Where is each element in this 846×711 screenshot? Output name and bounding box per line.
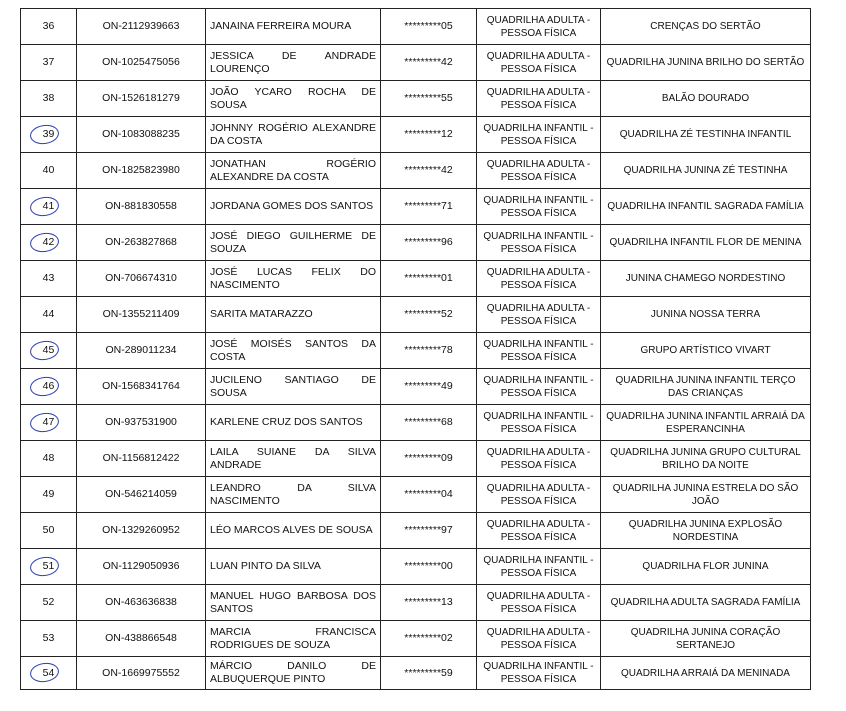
participant-name-cell: JOSÉ DIEGO GUILHERME DE SOUZA bbox=[206, 225, 381, 261]
category-cell: QUADRILHA INFANTIL - PESSOA FÍSICA bbox=[477, 549, 601, 585]
category-cell: QUADRILHA ADULTA - PESSOA FÍSICA bbox=[477, 621, 601, 657]
row-number-cell bbox=[21, 189, 77, 225]
row-number-cell bbox=[21, 549, 77, 585]
registration-code-cell: ON-1526181279 bbox=[77, 81, 206, 117]
row-number-cell bbox=[21, 477, 77, 513]
row-number: 46 bbox=[42, 380, 55, 392]
row-number: 48 bbox=[42, 452, 55, 464]
category-cell: QUADRILHA ADULTA - PESSOA FÍSICA bbox=[477, 81, 601, 117]
participant-name-cell: LUAN PINTO DA SILVA bbox=[206, 549, 381, 585]
category-cell: QUADRILHA INFANTIL - PESSOA FÍSICA bbox=[477, 369, 601, 405]
masked-cpf-cell: *********71 bbox=[381, 189, 477, 225]
registration-code-cell: ON-546214059 bbox=[77, 477, 206, 513]
registration-code-cell: ON-1156812422 bbox=[77, 441, 206, 477]
row-number-cell bbox=[21, 297, 77, 333]
masked-cpf-cell: *********78 bbox=[381, 333, 477, 369]
table-row bbox=[21, 513, 811, 549]
table-row bbox=[21, 441, 811, 477]
participant-name-cell: JESSICA DE ANDRADE LOURENÇO bbox=[206, 45, 381, 81]
category-cell: QUADRILHA ADULTA - PESSOA FÍSICA bbox=[477, 441, 601, 477]
table-row bbox=[21, 297, 811, 333]
masked-cpf-cell: *********96 bbox=[381, 225, 477, 261]
masked-cpf-cell: *********02 bbox=[381, 621, 477, 657]
row-number-cell bbox=[21, 225, 77, 261]
row-number-cell bbox=[21, 405, 77, 441]
row-number-cell bbox=[21, 117, 77, 153]
group-name-cell: QUADRILHA JUNINA BRILHO DO SERTÃO bbox=[601, 45, 811, 81]
category-cell: QUADRILHA ADULTA - PESSOA FÍSICA bbox=[477, 45, 601, 81]
row-number-cell bbox=[21, 261, 77, 297]
table-row bbox=[21, 369, 811, 405]
participant-name-cell: JOSÉ LUCAS FELIX DO NASCIMENTO bbox=[206, 261, 381, 297]
row-number-cell bbox=[21, 369, 77, 405]
participant-name-cell: JOÃO YCARO ROCHA DE SOUSA bbox=[206, 81, 381, 117]
table-body bbox=[21, 9, 811, 690]
group-name-cell: QUADRILHA JUNINA ZÉ TESTINHA bbox=[601, 153, 811, 189]
group-name-cell: QUADRILHA INFANTIL FLOR DE MENINA bbox=[601, 225, 811, 261]
participant-name-cell: JOSÉ MOISÉS SANTOS DA COSTA bbox=[206, 333, 381, 369]
registration-code-cell: ON-1329260952 bbox=[77, 513, 206, 549]
row-number: 37 bbox=[42, 56, 55, 68]
registration-code-cell: ON-463636838 bbox=[77, 585, 206, 621]
masked-cpf-cell: *********68 bbox=[381, 405, 477, 441]
table-row bbox=[21, 405, 811, 441]
table-row bbox=[21, 9, 811, 45]
row-number: 44 bbox=[42, 308, 55, 320]
row-number: 49 bbox=[42, 488, 55, 500]
registration-code-cell: ON-438866548 bbox=[77, 621, 206, 657]
row-number-cell bbox=[21, 441, 77, 477]
row-number: 53 bbox=[42, 632, 55, 644]
category-cell: QUADRILHA ADULTA - PESSOA FÍSICA bbox=[477, 477, 601, 513]
category-cell: QUADRILHA ADULTA - PESSOA FÍSICA bbox=[477, 153, 601, 189]
row-number-cell bbox=[21, 621, 77, 657]
registration-code-cell: ON-937531900 bbox=[77, 405, 206, 441]
table-row bbox=[21, 81, 811, 117]
category-cell: QUADRILHA INFANTIL - PESSOA FÍSICA bbox=[477, 333, 601, 369]
table-row bbox=[21, 225, 811, 261]
group-name-cell: QUADRILHA FLOR JUNINA bbox=[601, 549, 811, 585]
participant-name-cell: JONATHAN ROGÉRIO ALEXANDRE DA COSTA bbox=[206, 153, 381, 189]
registration-code-cell: ON-263827868 bbox=[77, 225, 206, 261]
row-number: 36 bbox=[42, 20, 55, 32]
table-row bbox=[21, 621, 811, 657]
group-name-cell: CRENÇAS DO SERTÃO bbox=[601, 9, 811, 45]
registration-code-cell: ON-1669975552 bbox=[77, 657, 206, 690]
row-number: 42 bbox=[42, 236, 55, 248]
group-name-cell: QUADRILHA JUNINA EXPLOSÃO NORDESTINA bbox=[601, 513, 811, 549]
masked-cpf-cell: *********49 bbox=[381, 369, 477, 405]
registration-code-cell: ON-1083088235 bbox=[77, 117, 206, 153]
row-number: 54 bbox=[42, 666, 55, 679]
row-number-cell bbox=[21, 333, 77, 369]
row-number-cell bbox=[21, 657, 77, 690]
group-name-cell: QUADRILHA INFANTIL SAGRADA FAMÍLIA bbox=[601, 189, 811, 225]
table-row bbox=[21, 477, 811, 513]
participant-name-cell: JANAINA FERREIRA MOURA bbox=[206, 9, 381, 45]
table-row bbox=[21, 585, 811, 621]
category-cell: QUADRILHA INFANTIL - PESSOA FÍSICA bbox=[477, 405, 601, 441]
participant-name-cell: KARLENE CRUZ DOS SANTOS bbox=[206, 405, 381, 441]
table-row bbox=[21, 333, 811, 369]
group-name-cell: QUADRILHA ADULTA SAGRADA FAMÍLIA bbox=[601, 585, 811, 621]
table-row bbox=[21, 189, 811, 225]
row-number-cell bbox=[21, 153, 77, 189]
registration-code-cell: ON-1355211409 bbox=[77, 297, 206, 333]
table-row bbox=[21, 153, 811, 189]
row-number: 45 bbox=[42, 344, 55, 356]
row-number: 50 bbox=[42, 524, 55, 536]
masked-cpf-cell: *********42 bbox=[381, 153, 477, 189]
participant-name-cell: MARCIA FRANCISCA RODRIGUES DE SOUZA bbox=[206, 621, 381, 657]
group-name-cell: QUADRILHA JUNINA INFANTIL ARRAIÁ DA ESPERANCINHA bbox=[601, 405, 811, 441]
category-cell: QUADRILHA ADULTA - PESSOA FÍSICA bbox=[477, 297, 601, 333]
participant-name-cell: JORDANA GOMES DOS SANTOS bbox=[206, 189, 381, 225]
masked-cpf-cell: *********42 bbox=[381, 45, 477, 81]
masked-cpf-cell: *********97 bbox=[381, 513, 477, 549]
row-number: 47 bbox=[42, 416, 55, 428]
row-number-cell bbox=[21, 585, 77, 621]
participant-name-cell: LAILA SUIANE DA SILVA ANDRADE bbox=[206, 441, 381, 477]
row-number: 40 bbox=[42, 164, 55, 176]
registration-code-cell: ON-1825823980 bbox=[77, 153, 206, 189]
category-cell: QUADRILHA INFANTIL - PESSOA FÍSICA bbox=[477, 225, 601, 261]
group-name-cell: QUADRILHA JUNINA CORAÇÃO SERTANEJO bbox=[601, 621, 811, 657]
category-cell: QUADRILHA ADULTA - PESSOA FÍSICA bbox=[477, 261, 601, 297]
row-number-cell bbox=[21, 9, 77, 45]
registration-code-cell: ON-1129050936 bbox=[77, 549, 206, 585]
registration-code-cell: ON-289011234 bbox=[77, 333, 206, 369]
row-number: 43 bbox=[42, 272, 55, 284]
participant-name-cell: LÉO MARCOS ALVES DE SOUSA bbox=[206, 513, 381, 549]
masked-cpf-cell: *********12 bbox=[381, 117, 477, 153]
row-number: 38 bbox=[42, 92, 55, 104]
participant-name-cell: MANUEL HUGO BARBOSA DOS SANTOS bbox=[206, 585, 381, 621]
participant-name-cell: MÁRCIO DANILO DE ALBUQUERQUE PINTO bbox=[206, 657, 381, 690]
masked-cpf-cell: *********52 bbox=[381, 297, 477, 333]
registration-code-cell: ON-706674310 bbox=[77, 261, 206, 297]
group-name-cell: QUADRILHA ZÉ TESTINHA INFANTIL bbox=[601, 117, 811, 153]
masked-cpf-cell: *********59 bbox=[381, 657, 477, 690]
group-name-cell: BALÃO DOURADO bbox=[601, 81, 811, 117]
participant-name-cell: LEANDRO DA SILVA NASCIMENTO bbox=[206, 477, 381, 513]
participant-name-cell: JUCILENO SANTIAGO DE SOUSA bbox=[206, 369, 381, 405]
row-number: 41 bbox=[42, 200, 55, 212]
row-number: 51 bbox=[42, 560, 55, 572]
category-cell: QUADRILHA ADULTA - PESSOA FÍSICA bbox=[477, 513, 601, 549]
category-cell: QUADRILHA ADULTA - PESSOA FÍSICA bbox=[477, 585, 601, 621]
registration-code-cell: ON-1025475056 bbox=[77, 45, 206, 81]
table-row bbox=[21, 261, 811, 297]
category-cell: QUADRILHA INFANTIL - PESSOA FÍSICA bbox=[477, 657, 601, 690]
table-row bbox=[21, 549, 811, 585]
row-number: 52 bbox=[42, 596, 55, 608]
masked-cpf-cell: *********05 bbox=[381, 9, 477, 45]
masked-cpf-cell: *********09 bbox=[381, 441, 477, 477]
registration-code-cell: ON-1568341764 bbox=[77, 369, 206, 405]
registration-table-page bbox=[20, 8, 810, 690]
row-number-cell bbox=[21, 81, 77, 117]
group-name-cell: JUNINA CHAMEGO NORDESTINO bbox=[601, 261, 811, 297]
registration-table bbox=[20, 8, 811, 690]
row-number-cell bbox=[21, 45, 77, 81]
group-name-cell: JUNINA NOSSA TERRA bbox=[601, 297, 811, 333]
table-row bbox=[21, 657, 811, 690]
table-row bbox=[21, 117, 811, 153]
registration-code-cell: ON-881830558 bbox=[77, 189, 206, 225]
category-cell: QUADRILHA ADULTA - PESSOA FÍSICA bbox=[477, 9, 601, 45]
row-number-cell bbox=[21, 513, 77, 549]
group-name-cell: QUADRILHA ARRAIÁ DA MENINADA bbox=[601, 657, 811, 690]
row-number: 39 bbox=[42, 128, 55, 140]
group-name-cell: QUADRILHA JUNINA INFANTIL TERÇO DAS CRIANÇAS bbox=[601, 369, 811, 405]
masked-cpf-cell: *********04 bbox=[381, 477, 477, 513]
table-row bbox=[21, 45, 811, 81]
group-name-cell: GRUPO ARTÍSTICO VIVART bbox=[601, 333, 811, 369]
masked-cpf-cell: *********01 bbox=[381, 261, 477, 297]
category-cell: QUADRILHA INFANTIL - PESSOA FÍSICA bbox=[477, 189, 601, 225]
group-name-cell: QUADRILHA JUNINA GRUPO CULTURAL BRILHO DA NOITE bbox=[601, 441, 811, 477]
group-name-cell: QUADRILHA JUNINA ESTRELA DO SÃO JOÃO bbox=[601, 477, 811, 513]
participant-name-cell: SARITA MATARAZZO bbox=[206, 297, 381, 333]
masked-cpf-cell: *********55 bbox=[381, 81, 477, 117]
participant-name-cell: JOHNNY ROGÉRIO ALEXANDRE DA COSTA bbox=[206, 117, 381, 153]
masked-cpf-cell: *********13 bbox=[381, 585, 477, 621]
masked-cpf-cell: *********00 bbox=[381, 549, 477, 585]
category-cell: QUADRILHA INFANTIL - PESSOA FÍSICA bbox=[477, 117, 601, 153]
registration-code-cell: ON-2112939663 bbox=[77, 9, 206, 45]
